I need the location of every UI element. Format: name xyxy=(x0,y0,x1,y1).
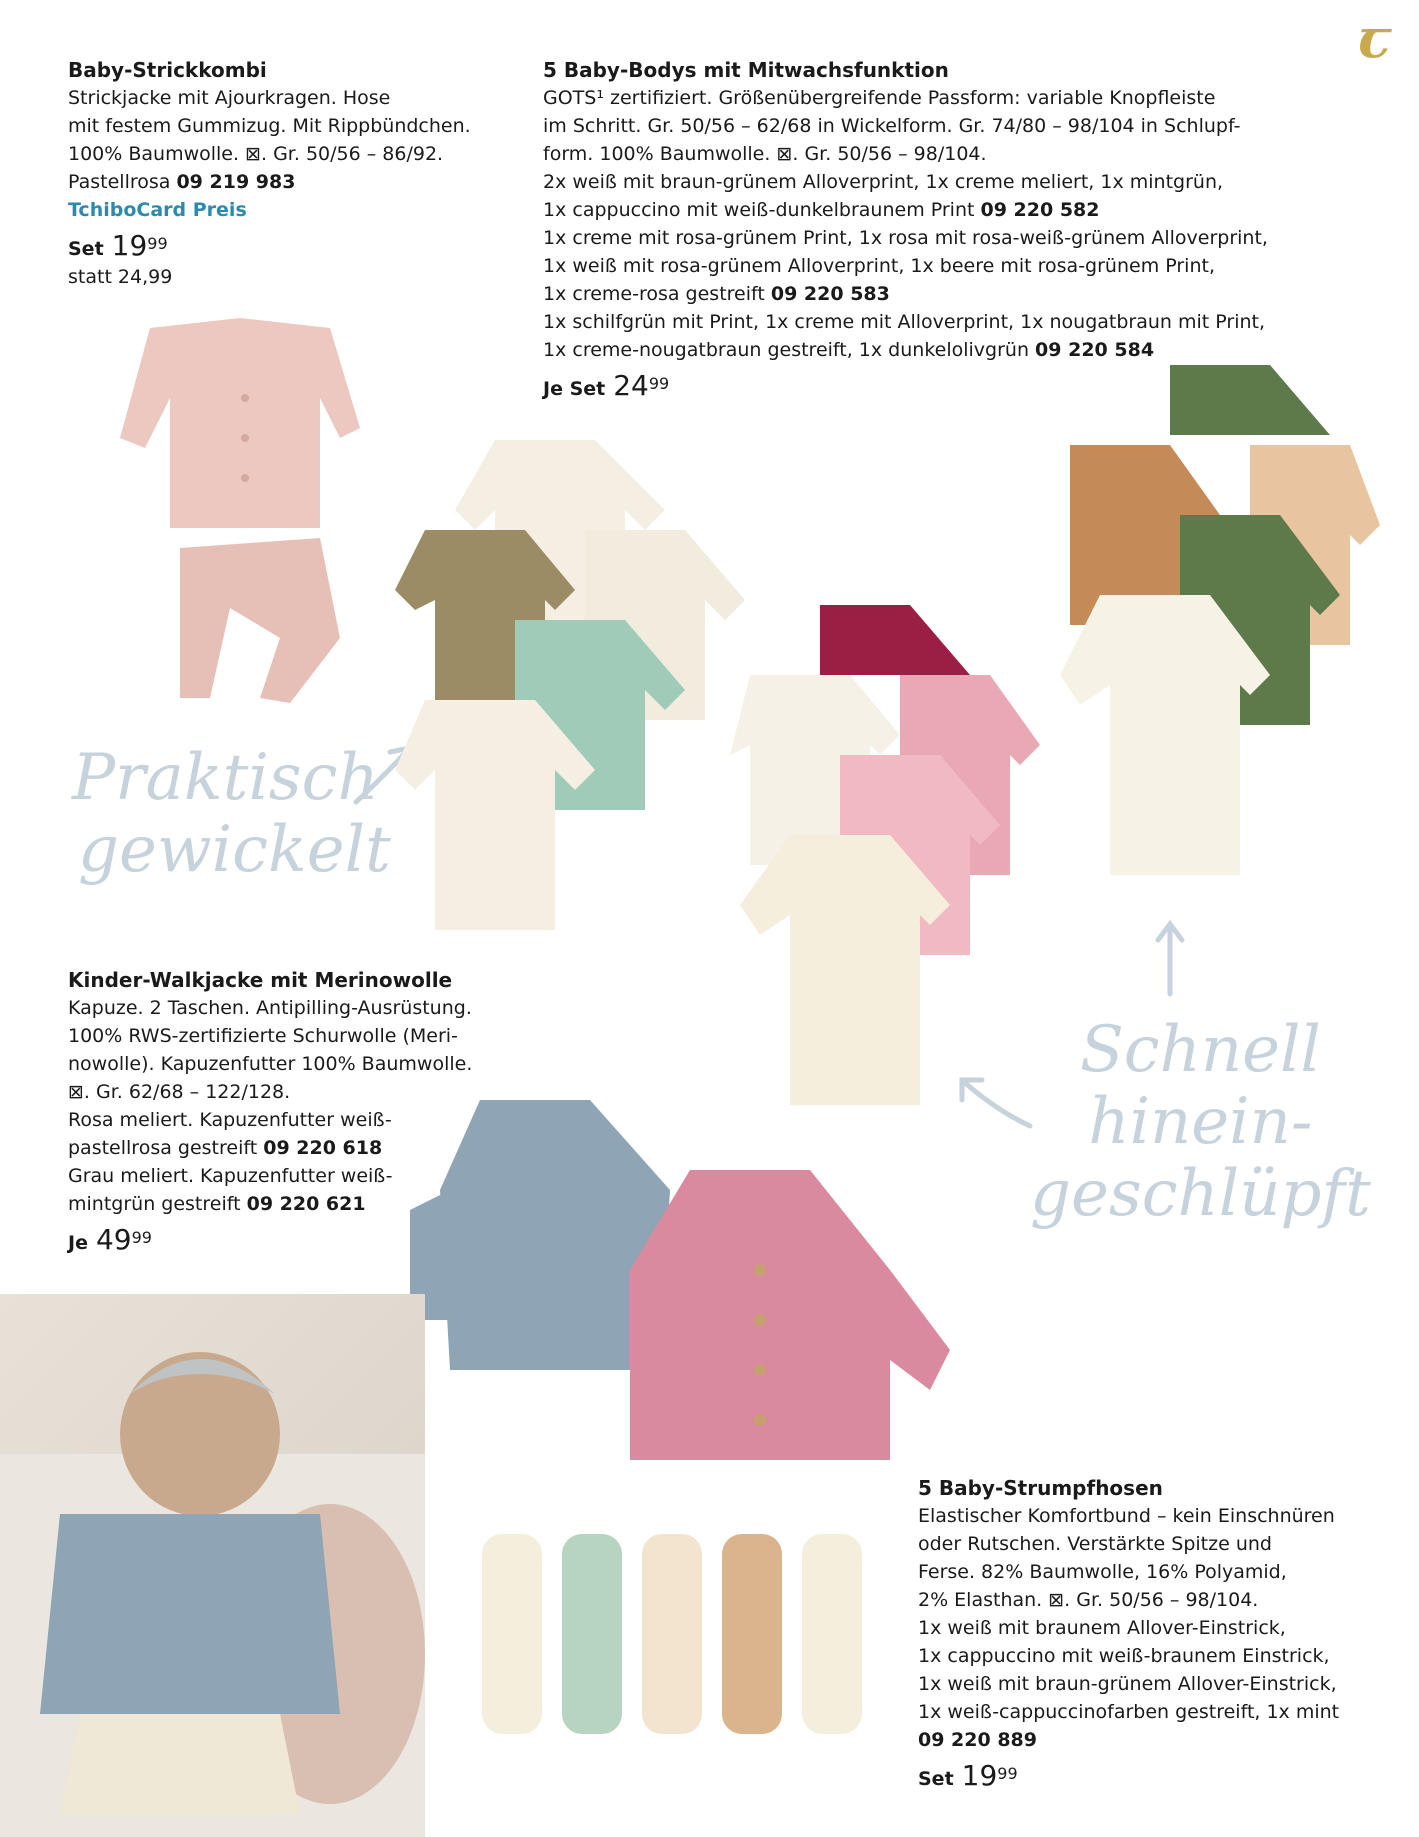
article-number: 09 220 618 xyxy=(263,1137,383,1159)
price-label: Set xyxy=(918,1768,954,1790)
old-price: statt 24,99 xyxy=(68,266,173,288)
variant-line: 1x schilfgrün mit Print, 1x creme mit Alloverprint, 1x nougatbraun mit Print, xyxy=(543,311,1266,333)
variant-text: 1x creme-nougatbraun gestreift, 1x dunkelolivgrün xyxy=(543,339,1029,361)
article-number: 09 220 583 xyxy=(770,283,890,305)
desc-line: mit festem Gummizug. Mit Rippbündchen. xyxy=(68,115,471,137)
script-line: Schnell xyxy=(1079,1013,1321,1087)
price xyxy=(68,229,471,263)
price-cent: 99 xyxy=(131,1228,152,1247)
knit-set-image xyxy=(90,308,390,708)
price-euro: 19 xyxy=(111,229,148,262)
script-line: Praktisch xyxy=(72,741,379,815)
product-title: 5 Baby-Bodys mit Mitwachsfunktion xyxy=(543,58,949,82)
variant-text: 1x cappuccino mit weiß-dunkelbraunem Print xyxy=(543,199,975,221)
desc-line: 2x weiß mit braun-grünem Alloverprint, 1x creme meliert, 1x mintgrün, xyxy=(543,171,1224,193)
variant-line xyxy=(543,196,1268,224)
desc-line: ⊠. Gr. 62/68 – 122/128. xyxy=(68,1081,291,1103)
desc-line: form. 100% Baumwolle. ⊠. Gr. 50/56 – 98/104. xyxy=(543,143,987,165)
tights-image xyxy=(482,1534,882,1754)
desc-line: im Schritt. Gr. 50/56 – 62/68 in Wickelform. Gr. 74/80 – 98/104 in Schlupf- xyxy=(543,115,1241,137)
desc-line: Elastischer Komfortbund – kein Einschnüren xyxy=(918,1505,1335,1527)
desc-line: Kapuze. 2 Taschen. Antipilling-Ausrüstung. xyxy=(68,997,472,1019)
color-name: Pastellrosa xyxy=(68,171,171,193)
script-line: gewickelt xyxy=(78,813,391,887)
product-strumpfhosen xyxy=(918,1474,1339,1793)
price-cent: 99 xyxy=(147,234,168,253)
desc-line: GOTS¹ zertifiziert. Größenübergreifende Passform: variable Knopfleiste xyxy=(543,87,1216,109)
variant-line xyxy=(68,168,471,196)
script-line: hinein- xyxy=(1088,1085,1313,1159)
product-title: Baby-Strickkombi xyxy=(68,58,267,82)
product-title: Kinder-Walkjacke mit Merinowolle xyxy=(68,968,453,992)
variant-line xyxy=(543,280,1268,308)
bodys-pink-image xyxy=(730,605,1050,1115)
price-euro: 24 xyxy=(613,369,649,402)
article-number: 09 220 889 xyxy=(918,1729,1037,1751)
price-euro: 19 xyxy=(961,1759,998,1792)
article-number: 09 220 582 xyxy=(980,199,1100,221)
variant-line: 1x weiß-cappuccinofarben gestreift, 1x mint xyxy=(918,1701,1340,1723)
price-label: Set xyxy=(68,238,104,260)
desc-line: 100% RWS-zertifizierte Schurwolle (Meri- xyxy=(68,1025,458,1047)
variant-line: 1x creme mit rosa-grünem Print, 1x rosa mit rosa-weiß-grünem Alloverprint, xyxy=(543,227,1268,249)
price xyxy=(918,1759,1339,1793)
product-strickkombi xyxy=(68,56,471,291)
desc-line: Ferse. 82% Baumwolle, 16% Polyamid, xyxy=(918,1561,1287,1583)
variant-line xyxy=(543,336,1268,364)
price-label: Je Set xyxy=(543,378,606,400)
product-bodys xyxy=(543,56,1268,403)
variant-line: 1x weiß mit braunem Allover-Einstrick, xyxy=(918,1617,1286,1639)
jackets-image xyxy=(410,1100,990,1510)
price-euro: 49 xyxy=(95,1223,132,1256)
script-line: geschlüpft xyxy=(1030,1157,1371,1231)
baby-illustration xyxy=(0,1294,425,1837)
tchibocard-label: TchiboCard Preis xyxy=(68,199,247,221)
bodys-wrap-image xyxy=(395,430,755,950)
variant-line: 1x cappuccino mit weiß-braunem Einstrick, xyxy=(918,1645,1330,1667)
variant-line: Grau meliert. Kapuzenfutter weiß- xyxy=(68,1165,393,1187)
desc-line: nowolle). Kapuzenfutter 100% Baumwolle. xyxy=(68,1053,473,1075)
article-number: 09 219 983 xyxy=(176,171,296,193)
price-cent: 99 xyxy=(648,374,670,393)
desc-line: Rosa meliert. Kapuzenfutter weiß- xyxy=(68,1109,392,1131)
variant-line: 1x weiß mit braun-grünem Allover-Einstrick, xyxy=(918,1673,1337,1695)
baby-photo xyxy=(0,1294,425,1837)
bodys-green-image xyxy=(1060,365,1380,885)
desc-line: 100% Baumwolle. ⊠. Gr. 50/56 – 86/92. xyxy=(68,143,444,165)
variant-text: mintgrün gestreift xyxy=(68,1193,241,1215)
price-label: Je xyxy=(68,1232,88,1254)
product-title: 5 Baby-Strumpfhosen xyxy=(918,1476,1163,1500)
article-number: 09 220 621 xyxy=(246,1193,366,1215)
tchibo-logo: ꞇ xyxy=(1358,6,1391,70)
variant-text: pastellrosa gestreift xyxy=(68,1137,258,1159)
script-schnell xyxy=(1030,1014,1371,1230)
article-number: 09 220 584 xyxy=(1035,339,1155,361)
variant-line: 1x weiß mit rosa-grünem Alloverprint, 1x beere mit rosa-grünem Print, xyxy=(543,255,1215,277)
arrow-icon xyxy=(1150,918,1190,998)
desc-line: oder Rutschen. Verstärkte Spitze und xyxy=(918,1533,1272,1555)
variant-text: 1x creme-rosa gestreift xyxy=(543,283,765,305)
price-cent: 99 xyxy=(997,1764,1018,1783)
script-praktisch xyxy=(72,742,391,886)
desc-line: 2% Elasthan. ⊠. Gr. 50/56 – 98/104. xyxy=(918,1589,1259,1611)
desc-line: Strickjacke mit Ajourkragen. Hose xyxy=(68,87,391,109)
